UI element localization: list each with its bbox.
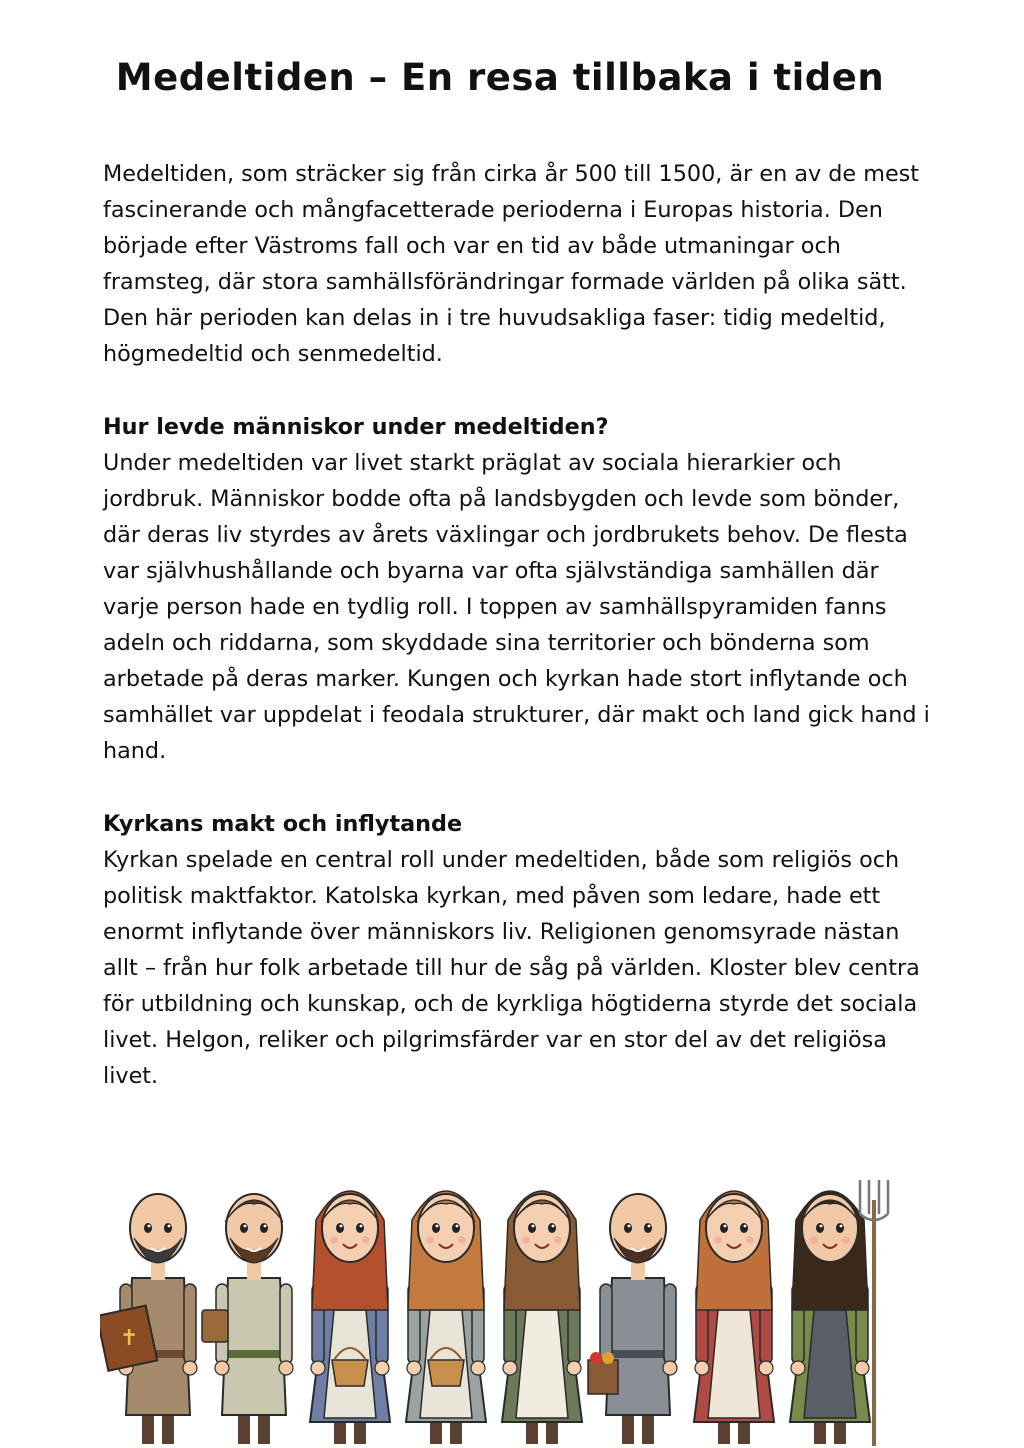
document-title: Medeltiden – En resa tillbaka i tiden <box>115 56 885 99</box>
section-heading-church: Kyrkans makt och inflytande <box>103 810 463 837</box>
figure-woman-blue-dress <box>310 1191 390 1444</box>
paragraph-spacer <box>103 770 933 806</box>
figure-woman-red-dress <box>694 1191 774 1444</box>
figure-woman-waving <box>502 1191 582 1444</box>
medieval-people-illustration <box>100 1160 930 1448</box>
figure-monk <box>100 1194 197 1444</box>
figure-bald-man-bucket <box>588 1194 677 1444</box>
figure-peasant-with-mug <box>202 1194 293 1444</box>
figure-farmer-pitchfork <box>790 1180 888 1446</box>
section-body-daily-life: Under medeltiden var livet starkt präglat av sociala hierarkier och jordbruk. Människor bodde ofta på landsbygden och levde som bönder, där deras liv styrdes av årets växlingar och jordbrukets behov. De flesta var självhushållande och byarna var ofta självständiga samhällen där varje person hade en tydlig roll. I toppen av samhällspyramiden fanns adeln och riddarna, som skyddade sina territorier och bönderna som arbetade på deras marker. Kungen och kyrkan hade stort inflytande och samhället var uppdelat i feodala strukturer, där makt och land gick hand i hand. <box>103 449 930 765</box>
paragraph-spacer <box>103 373 933 409</box>
figure-woman-basket <box>406 1191 486 1444</box>
svg-text:✝: ✝ <box>120 1326 139 1351</box>
section-heading-daily-life: Hur levde människor under medeltiden? <box>103 413 609 440</box>
section-body-church: Kyrkan spelade en central roll under medeltiden, både som religiös och politisk maktfaktor. Katolska kyrkan, med påven som ledare, hade ett enormt inflytande över människors liv. Religionen genomsyrade nästan allt – från hur folk arbetade till hur de såg på världen. Kloster blev centra för utbildning och kunskap, och de kyrkliga högtiderna styrde det sociala livet. Helgon, reliker och pilgrimsfärder var en stor del av det religiösa livet. <box>103 846 920 1090</box>
document-body <box>103 156 933 1094</box>
intro-paragraph: Medeltiden, som sträcker sig från cirka år 500 till 1500, är en av de mest fascinerande och mångfacetterade perioderna i Europas historia. Den började efter Västroms fall och var en tid av både utmaningar och framsteg, där stora samhällsförändringar formade världen på olika sätt. Den här perioden kan delas in i tre huvudsakliga faser: tidig medeltid, högmedeltid och senmedeltid. <box>103 161 920 368</box>
medieval-people-drawing <box>100 1160 930 1448</box>
